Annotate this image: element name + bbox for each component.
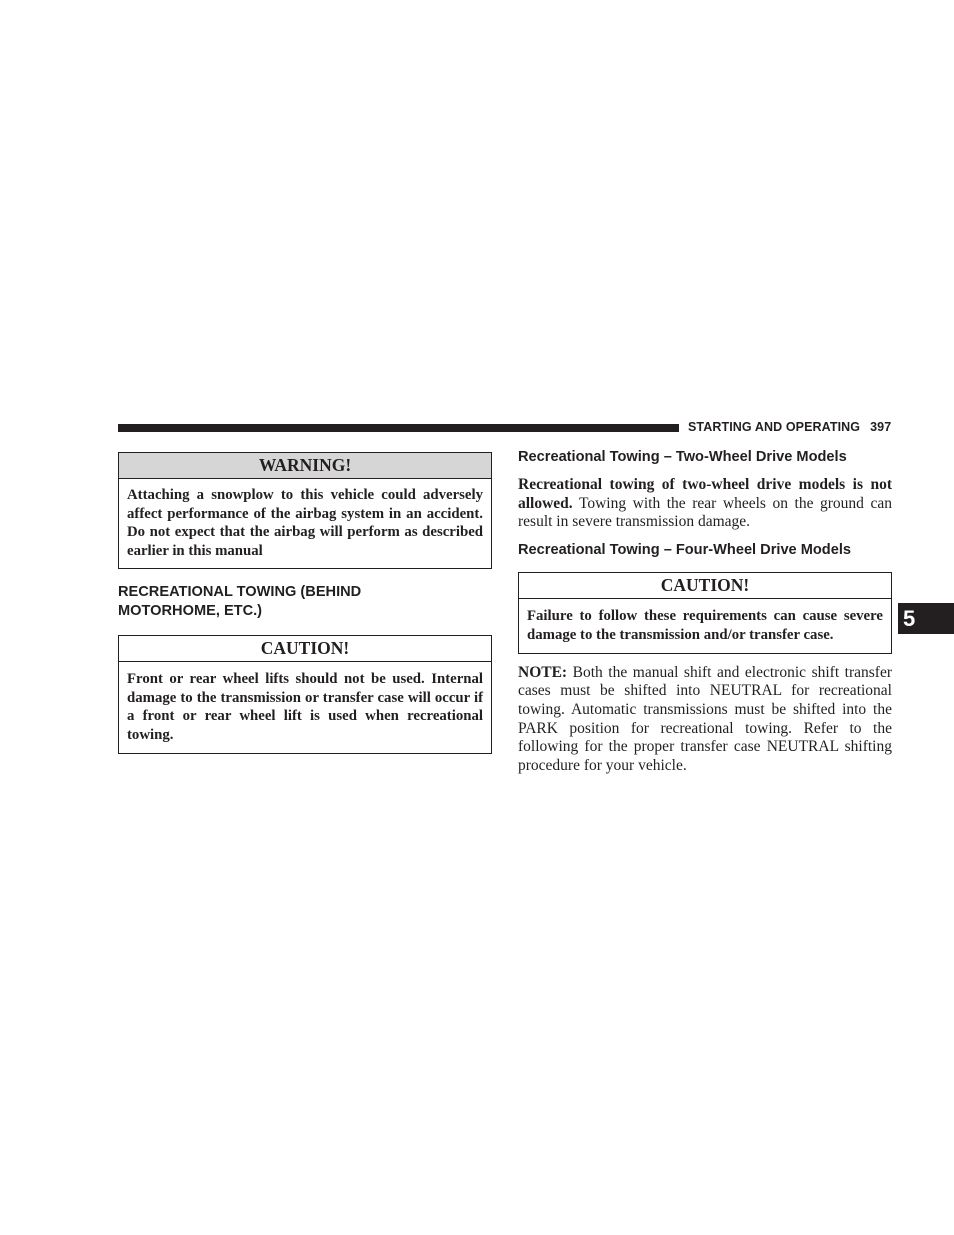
warning-box	[118, 452, 492, 569]
chapter-tab: 5	[898, 603, 954, 634]
section-title: STARTING AND OPERATING	[688, 420, 861, 434]
caution-box-left	[118, 635, 492, 754]
header-rule	[118, 424, 679, 432]
caution-body-right: Failure to follow these requirements can cause severe damage to the transmission and/or transfer case.	[527, 608, 883, 643]
two-wheel-bold-text: Recreational towing of two-wheel drive models is not allowed.	[518, 476, 892, 512]
caution-body-left: Front or rear wheel lifts should not be used. Internal damage to the transmission or transfer case will occur if a front or rear wheel lift is used when recreational towing.	[127, 670, 483, 743]
caution-box-right	[518, 572, 892, 653]
two-wheel-paragraph	[518, 476, 892, 532]
caution-title-right: CAUTION!	[519, 573, 891, 599]
two-wheel-text: Towing with the rear wheels on the ground can result in severe transmission damage.	[518, 494, 892, 531]
warning-body: Attaching a snowplow to this vehicle could adversely affect performance of the airbag system in an accident. Do not expect that the airbag will perform as described earlier in this manual	[127, 487, 483, 560]
caution-title-left: CAUTION!	[119, 636, 491, 662]
running-header	[688, 420, 893, 434]
note-paragraph	[518, 664, 892, 776]
two-wheel-heading: Recreational Towing – Two-Wheel Drive Models	[518, 449, 847, 465]
right-column	[518, 448, 892, 776]
page-number: 397	[870, 420, 892, 434]
four-wheel-heading: Recreational Towing – Four-Wheel Drive Models	[518, 542, 852, 559]
note-text: Both the manual shift and electronic shift transfer cases must be shifted into NEUTRAL for recreational towing. Automatic transmissions must be shifted into the PARK position for recreational towing. Refer to the following for the proper transfer case NEUTRAL shifting procedure for your vehicle.	[518, 663, 892, 775]
recreational-towing-heading: RECREATIONAL TOWING (BEHIND MOTORHOME, ETC.)	[118, 583, 362, 619]
warning-title: WARNING!	[119, 453, 491, 479]
left-column	[118, 452, 492, 754]
note-label: NOTE:	[518, 663, 568, 681]
